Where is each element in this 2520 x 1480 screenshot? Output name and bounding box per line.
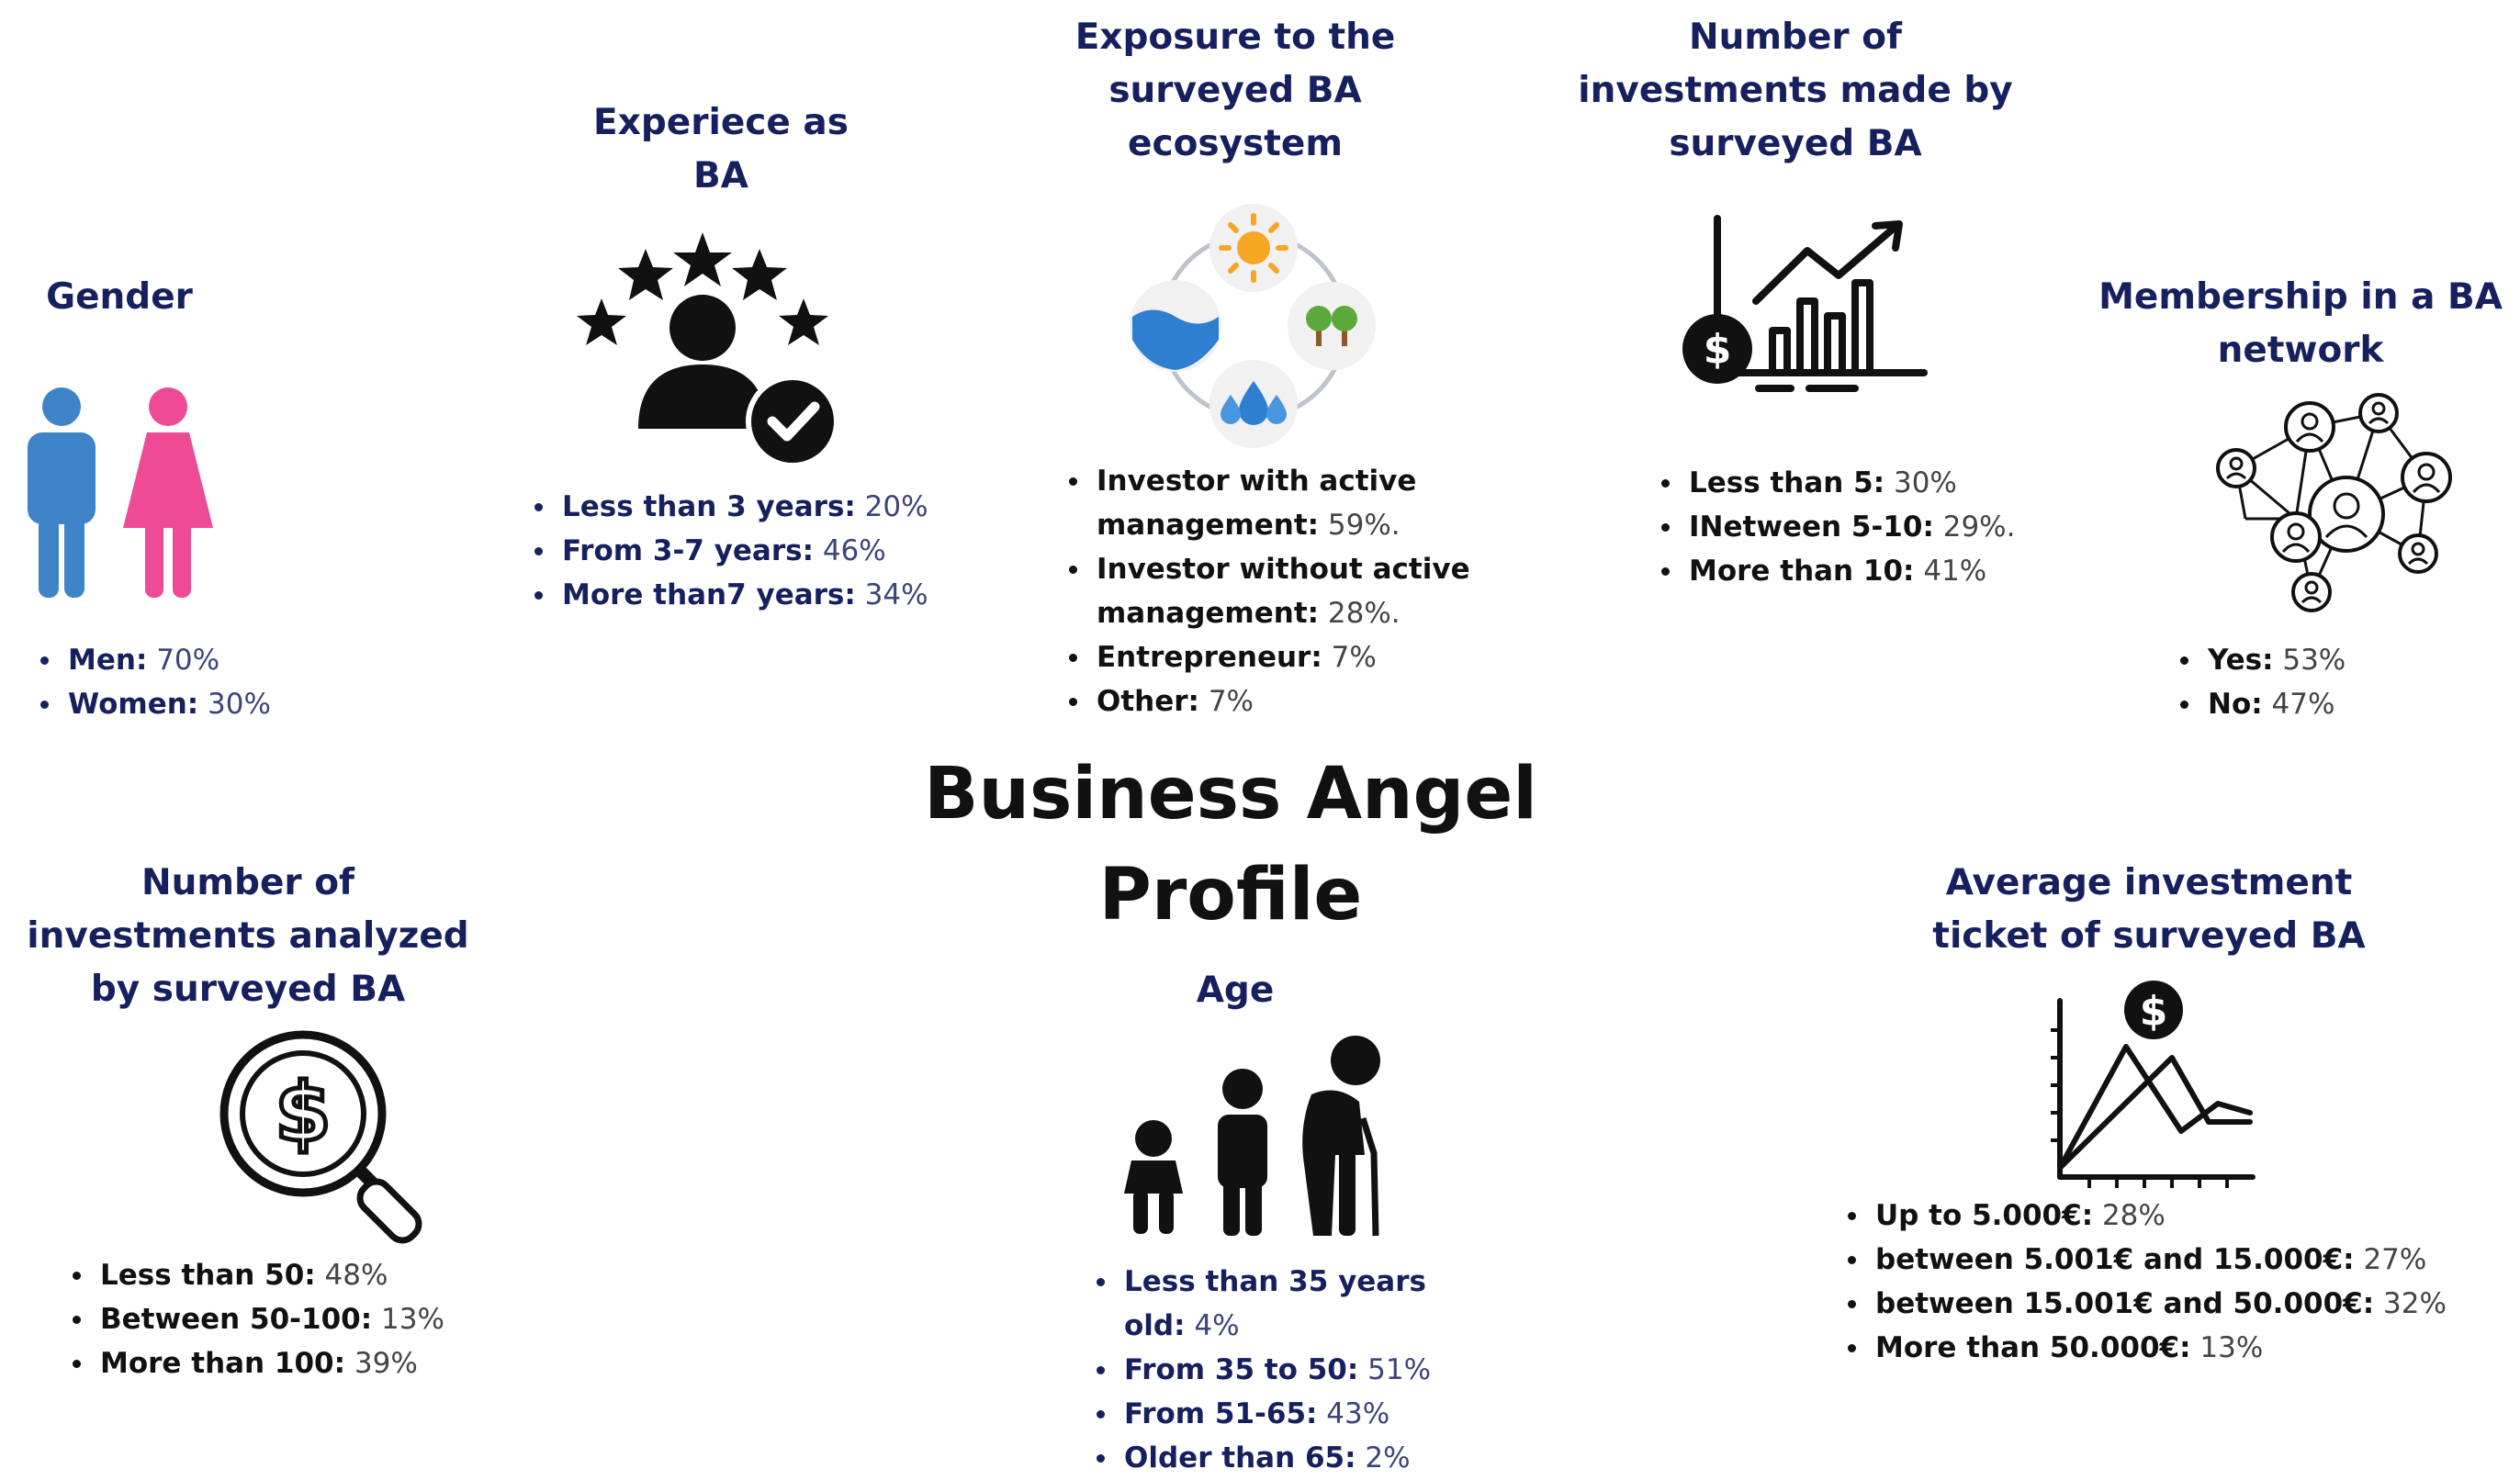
main-title-line-1: Business Angel bbox=[924, 753, 1537, 835]
list-item: Yes: 53% bbox=[2177, 638, 2480, 682]
list-item: More than 10: 41% bbox=[1658, 549, 2062, 593]
investments-analyzed-title-line-2: investments analyzed bbox=[27, 915, 469, 957]
list-item: Investor with active management: 59%. bbox=[1065, 459, 1488, 547]
ticket-section bbox=[1919, 857, 2379, 963]
investments-analyzed-section bbox=[14, 857, 482, 1016]
list-item: Less than 3 years: 20% bbox=[531, 485, 935, 529]
gender-section bbox=[18, 271, 220, 324]
gender-people-icon bbox=[18, 381, 220, 601]
gender-title: Gender bbox=[46, 276, 193, 318]
investments-made-section bbox=[1543, 11, 2048, 171]
investments-made-title-line-3: surveyed BA bbox=[1669, 123, 1922, 164]
investments-made-title-line-2: investments made by bbox=[1578, 70, 2013, 111]
ticket-title-line-1: Average investment bbox=[1945, 862, 2353, 903]
sun-icon bbox=[1209, 204, 1298, 292]
ticket-list bbox=[1844, 1194, 2469, 1370]
man-icon bbox=[28, 387, 96, 598]
exposure-section bbox=[1019, 11, 1451, 171]
list-item: Between 50-100: 13% bbox=[69, 1297, 473, 1341]
exposure-title-line-2: surveyed BA bbox=[1108, 70, 1362, 111]
dollar-sign: $ bbox=[1703, 326, 1732, 373]
list-item: No: 47% bbox=[2177, 682, 2480, 726]
experience-title-line-2: BA bbox=[693, 155, 748, 196]
growth-chart-icon bbox=[1671, 209, 1938, 398]
list-item: From 51-65: 43% bbox=[1093, 1392, 1479, 1436]
investments-analyzed-title-line-3: by surveyed BA bbox=[90, 969, 406, 1010]
water-wave-icon bbox=[1130, 280, 1221, 372]
membership-title-line-1: Membership in a BA bbox=[2098, 276, 2503, 318]
age-generations-icon bbox=[1119, 1036, 1394, 1238]
age-list bbox=[1093, 1260, 1479, 1480]
list-item: between 5.001€ and 15.000€: 27% bbox=[1844, 1238, 2469, 1282]
list-item: Investor without active management: 28%. bbox=[1065, 547, 1488, 635]
list-item: INetween 5-10: 29%. bbox=[1658, 505, 2062, 549]
list-item: More than7 years: 34% bbox=[531, 573, 935, 617]
elderly-icon bbox=[1302, 1036, 1380, 1236]
gender-list bbox=[37, 638, 331, 726]
list-item: From 3-7 years: 46% bbox=[531, 529, 935, 573]
investments-analyzed-list bbox=[69, 1253, 473, 1385]
checkmark-badge-icon bbox=[748, 377, 837, 465]
main-title bbox=[882, 744, 1580, 946]
investments-analyzed-title-line-1: Number of bbox=[141, 862, 354, 903]
water-drops-icon bbox=[1209, 360, 1298, 448]
network-icon bbox=[2209, 390, 2466, 615]
experience-title-line-1: Experiece as bbox=[593, 102, 849, 143]
list-item: between 15.001€ and 50.000€: 32% bbox=[1844, 1282, 2469, 1326]
membership-list bbox=[2177, 638, 2480, 726]
ticket-title-line-2: ticket of surveyed BA bbox=[1932, 915, 2366, 957]
membership-section bbox=[2094, 271, 2507, 377]
membership-title-line-2: network bbox=[2217, 330, 2384, 371]
ecosystem-cycle-icon bbox=[1125, 197, 1382, 450]
list-item: Entrepreneur: 7% bbox=[1065, 635, 1488, 679]
age-title: Age bbox=[1196, 970, 1275, 1011]
list-item: Other: 7% bbox=[1065, 679, 1488, 723]
investments-made-list bbox=[1658, 461, 2062, 593]
exposure-title-line-3: ecosystem bbox=[1128, 123, 1343, 164]
dollar-sign: $ bbox=[275, 1065, 332, 1160]
list-item: Men: 70% bbox=[37, 638, 331, 682]
investments-made-title-line-1: Number of bbox=[1689, 17, 1902, 58]
dollar-sign: $ bbox=[2139, 988, 2168, 1035]
age-section bbox=[1139, 964, 1332, 1017]
list-item: More than 50.000€: 13% bbox=[1844, 1326, 2469, 1370]
experience-section bbox=[537, 96, 905, 203]
list-item: More than 100: 39% bbox=[69, 1341, 473, 1385]
exposure-list bbox=[1065, 459, 1488, 723]
experience-list bbox=[531, 485, 935, 617]
list-item: Up to 5.000€: 28% bbox=[1844, 1194, 2469, 1238]
list-item: Older than 65: 2% bbox=[1093, 1436, 1479, 1480]
baby-icon bbox=[1124, 1120, 1183, 1234]
rated-user-icon bbox=[565, 225, 840, 473]
list-item: Less than 50: 48% bbox=[69, 1253, 473, 1297]
list-item: From 35 to 50: 51% bbox=[1093, 1348, 1479, 1392]
woman-icon bbox=[123, 387, 213, 598]
exposure-title-line-1: Exposure to the bbox=[1074, 17, 1396, 58]
adult-icon bbox=[1218, 1069, 1267, 1236]
list-item: Less than 35 years old: 4% bbox=[1093, 1260, 1479, 1348]
price-chart-icon bbox=[2043, 975, 2264, 1205]
list-item: Women: 30% bbox=[37, 682, 331, 726]
list-item: Less than 5: 30% bbox=[1658, 461, 2062, 505]
trees-icon bbox=[1288, 282, 1376, 370]
main-title-line-2: Profile bbox=[1098, 854, 1363, 936]
magnifier-dollar-icon bbox=[216, 1026, 436, 1247]
